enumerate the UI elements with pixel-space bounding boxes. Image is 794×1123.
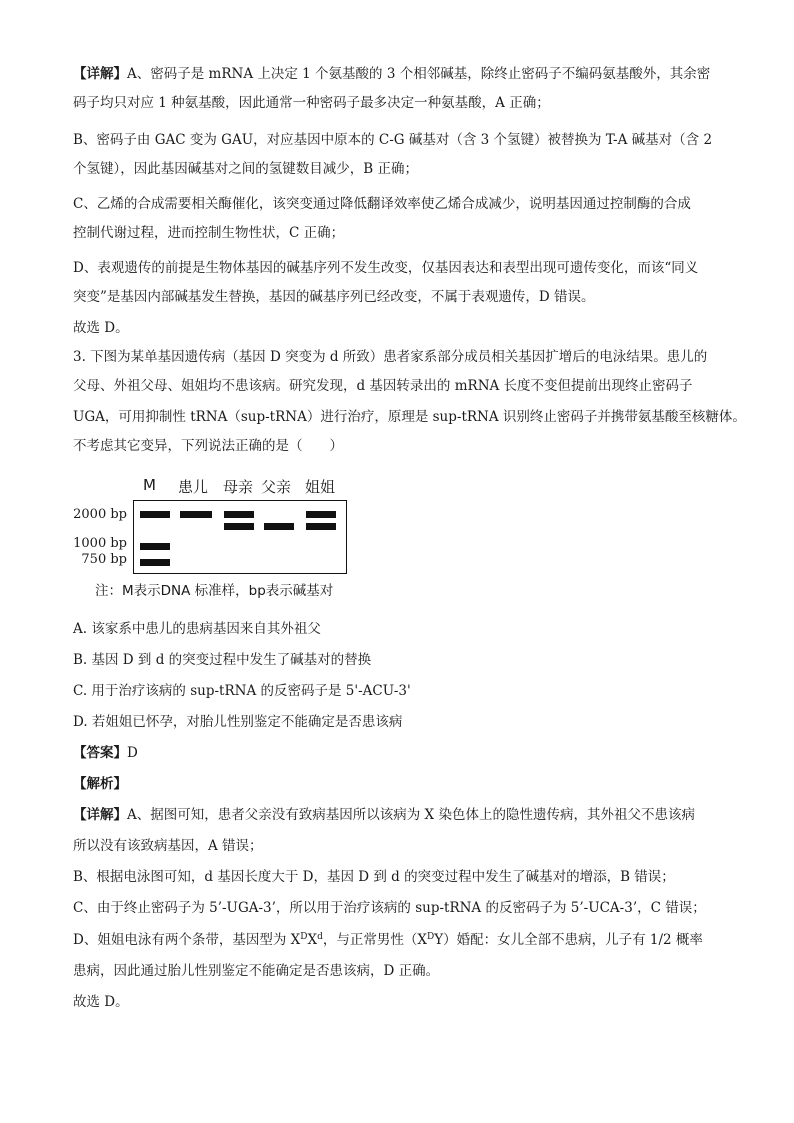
option-a: A. 该家系中患儿的患病基因来自其外祖父 bbox=[73, 621, 321, 637]
analysis-label: 【解析】 bbox=[73, 776, 127, 792]
figure-note: 注：M表示DNA 标准样，bp表示碱基对 bbox=[95, 583, 334, 599]
explanation-line-1: 【详解】A、密码子是 mRNA 上决定 1 个氨基酸的 3 个相邻碱基，除终止密码子不编码氨基酸外，其余密 bbox=[73, 66, 711, 82]
answer-line bbox=[73, 743, 138, 763]
analysis-line-6: 患病，因此通过胎儿性别鉴定不能确定是否患该病，D 正确。 bbox=[73, 963, 440, 979]
lane-label-father: 父亲 bbox=[261, 478, 292, 496]
analysis-line-4: C、由于终止密码子为 5’-UGA-3’，所以用于治疗该病的 sup-tRNA 的反密码子为 5’-UCA-3’，C 错误； bbox=[73, 900, 706, 916]
bp-label-1000: 1000 bp bbox=[73, 536, 127, 551]
answer-value: D bbox=[127, 745, 138, 761]
explanation-line-3: B、密码子由 GAC 变为 GAU，对应基因中原本的 C-G 碱基对（含 3 个氢键）被替换为 T-A 碱基对（含 2 bbox=[73, 132, 713, 148]
question-line-4: 不考虑其它变异，下列说法正确的是（ ） bbox=[73, 438, 343, 454]
electrophoresis-figure bbox=[73, 476, 723, 606]
lane-label-m: M bbox=[143, 476, 156, 494]
option-b: B. 基因 D 到 d 的突变过程中发生了碱基对的替换 bbox=[73, 652, 372, 668]
question-line-3: UGA，可用抑制性 tRNA（sup-tRNA）进行治疗，原理是 sup-tRNA 识别终止密码子并携带氨基酸至核糖体。 bbox=[73, 409, 746, 425]
option-d: D. 若姐姐已怀孕，对胎儿性别鉴定不能确定是否患该病 bbox=[73, 714, 403, 730]
lane-label-sister: 姐姐 bbox=[305, 478, 336, 496]
explanation-line-4: 个氢键），因此基因碱基对之间的氢键数目减少，B 正确； bbox=[73, 161, 418, 177]
band-sister-upper bbox=[306, 511, 336, 518]
band-sister-lower bbox=[306, 523, 336, 530]
answer-label: 【答案】 bbox=[73, 745, 127, 761]
explanation-line-6: 控制代谢过程，进而控制生物性状，C 正确； bbox=[73, 225, 345, 241]
band-mother-upper bbox=[224, 511, 254, 518]
analysis-conclusion: 故选 D。 bbox=[73, 994, 129, 1010]
band-patient-upper bbox=[180, 511, 212, 518]
lane-label-patient: 患儿 bbox=[178, 478, 209, 496]
lane-label-mother: 母亲 bbox=[223, 478, 254, 496]
band-m-750 bbox=[140, 559, 170, 566]
explanation-line-5: C、乙烯的合成需要相关酶催化，该突变通过降低翻译效率使乙烯合成减少，说明基因通过控制酶的合成 bbox=[73, 196, 691, 212]
analysis-line-2: 所以没有该致病基因，A 错误； bbox=[73, 838, 263, 854]
analysis-line-5: D、姐姐电泳有两个条带，基因型为 $X^DX^d$，与正常男性$(X^DY)$婚配：女儿全部不患病，儿子有 1/2 概率 bbox=[73, 932, 703, 948]
band-mother-lower bbox=[224, 523, 254, 530]
option-c: C. 用于治疗该病的 sup-tRNA 的反密码子是 5'-ACU-3' bbox=[73, 683, 411, 699]
analysis-detail-tag: 【详解】 bbox=[73, 807, 127, 823]
explanation-conclusion: 故选 D。 bbox=[73, 320, 129, 336]
question-line-2: 父母、外祖父母、姐姐均不患该病。研究发现，d 基因转录出的 mRNA 长度不变但提前出现终止密码子 bbox=[73, 378, 693, 394]
bp-label-2000: 2000 bp bbox=[73, 507, 127, 522]
analysis-line-1: 【详解】A、据图可知，患者父亲没有致病基因所以该病为 X 染色体上的隐性遗传病，其外祖父不患该病 bbox=[73, 807, 695, 823]
band-father-lower bbox=[264, 523, 294, 530]
explanation-line-7: D、表观遗传的前提是生物体基因的碱基序列不发生改变，仅基因表达和表型出现可遗传变化，而该“同义 bbox=[73, 260, 699, 276]
gel-box bbox=[133, 500, 347, 574]
band-m-1000 bbox=[140, 543, 170, 550]
explanation-line-8: 突变”是基因内部碱基发生替换，基因的碱基序列已经改变，不属于表观遗传，D 错误。 bbox=[73, 289, 595, 305]
analysis-line-3: B、根据电泳图可知，d 基因长度大于 D，基因 D 到 d 的突变过程中发生了碱基对的增添，B 错误； bbox=[73, 869, 675, 885]
bp-label-750: 750 bp bbox=[81, 552, 127, 567]
band-m-2000 bbox=[140, 511, 170, 518]
question-line-1: 3. 下图为某单基因遗传病（基因 D 突变为 d 所致）患者家系部分成员相关基因扩增后的电泳结果。患儿的 bbox=[73, 349, 708, 365]
detail-tag: 【详解】 bbox=[73, 66, 127, 82]
explanation-line-2: 码子均只对应 1 种氨基酸，因此通常一种密码子最多决定一种氨基酸，A 正确； bbox=[73, 95, 550, 111]
